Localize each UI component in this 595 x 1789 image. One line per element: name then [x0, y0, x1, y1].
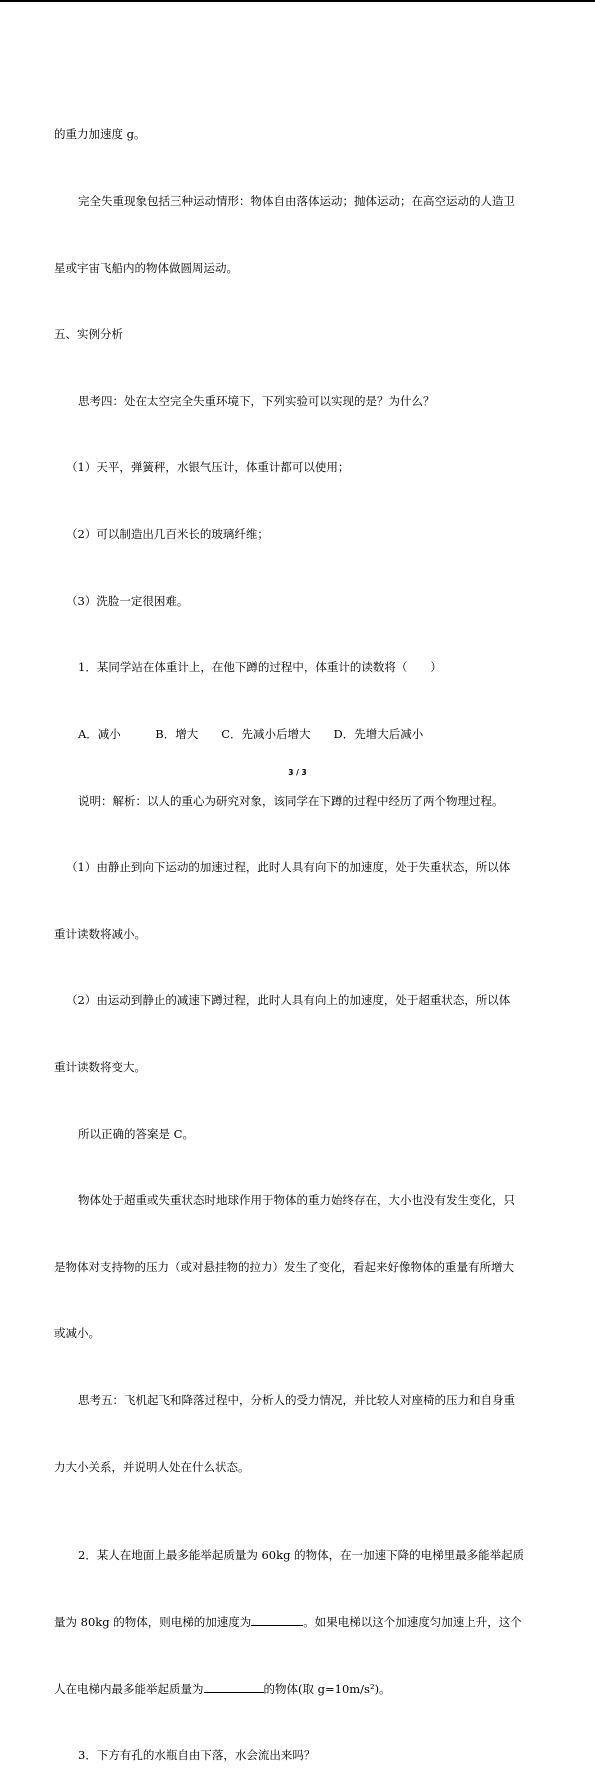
answer-blank: [251, 1613, 303, 1626]
text-line: 完全失重现象包括三种运动情形：物体自由落体运动；抛体运动；在高空运动的人造卫: [78, 194, 515, 209]
section-heading: 五、实例分析: [54, 327, 123, 342]
text-line: 物体处于超重或失重状态时地球作用于物体的重力始终存在，大小也没有发生变化，只: [78, 1193, 515, 1208]
text-line: 思考五：飞机起飞和降落过程中，分析人的受力情况，并比较人对座椅的压力和自身重: [78, 1392, 515, 1407]
text-line: 或减小。: [54, 1326, 100, 1341]
text-line: （1）由静止到向下运动的加速过程，此时人具有向下的加速度，处于失重状态，所以体: [66, 860, 511, 875]
text-line: （2）由运动到静止的减速下蹲过程，此时人具有向上的加速度，处于超重状态，所以体: [66, 993, 511, 1008]
page-number: 3 / 3: [288, 768, 307, 777]
text-line: 重计读数将变大。: [54, 1059, 146, 1074]
text-line: 力大小关系，并说明人处在什么状态。: [54, 1459, 250, 1474]
answer-blank: [204, 1680, 264, 1693]
document-body: [54, 79, 544, 1789]
text-line: 是物体对支持物的压力（或对悬挂物的拉力）发生了变化，看起来好像物体的重量有所增大: [54, 1259, 514, 1274]
text-line: 星或宇宙飞船内的物体做圆周运动。: [54, 260, 238, 275]
text-line: 思考四：处在太空完全失重环境下，下列实验可以实现的是？为什么？: [78, 393, 435, 408]
text-line: （1）天平，弹簧秤，水银气压计，体重计都可以使用；: [66, 460, 350, 475]
question-text: 的物体(取 g=10m/s²)。: [263, 1681, 391, 1696]
question-line: 3．下方有孔的水瓶自由下落，水会流出来吗？: [78, 1748, 316, 1763]
question-text: 量为 80kg 的物体，则电梯的加速度为: [54, 1615, 252, 1630]
text-line: （3）洗脸一定很困难。: [66, 593, 189, 608]
question-line: 1．某同学站在体重计上，在他下蹲的过程中，体重计的读数将（ ）: [78, 660, 442, 675]
answer-options: A．减小 B．增大 C．先减小后增大 D．先增大后减小: [78, 726, 424, 741]
question-text: 。如果电梯以这个加速度匀加速上升，这个: [303, 1615, 522, 1630]
question-line: [54, 1611, 544, 1633]
text-line: 说明：解析：以人的重心为研究对象，该同学在下蹲的过程中经历了两个物理过程。: [78, 793, 504, 808]
header-rule: [0, 0, 595, 2]
question-text: 人在电梯内最多能举起质量为: [54, 1681, 204, 1696]
text-line: 所以正确的答案是 C。: [78, 1126, 194, 1141]
text-line: （2）可以制造出几百米长的玻璃纤维；: [66, 527, 269, 542]
text-line: 的重力加速度 g。: [54, 127, 146, 142]
text-line: 重计读数将减小。: [54, 926, 146, 941]
question-line: [54, 1678, 544, 1700]
question-line: 2．某人在地面上最多能举起质量为 60kg 的物体，在一加速下降的电梯里最多能举起质: [78, 1548, 525, 1563]
